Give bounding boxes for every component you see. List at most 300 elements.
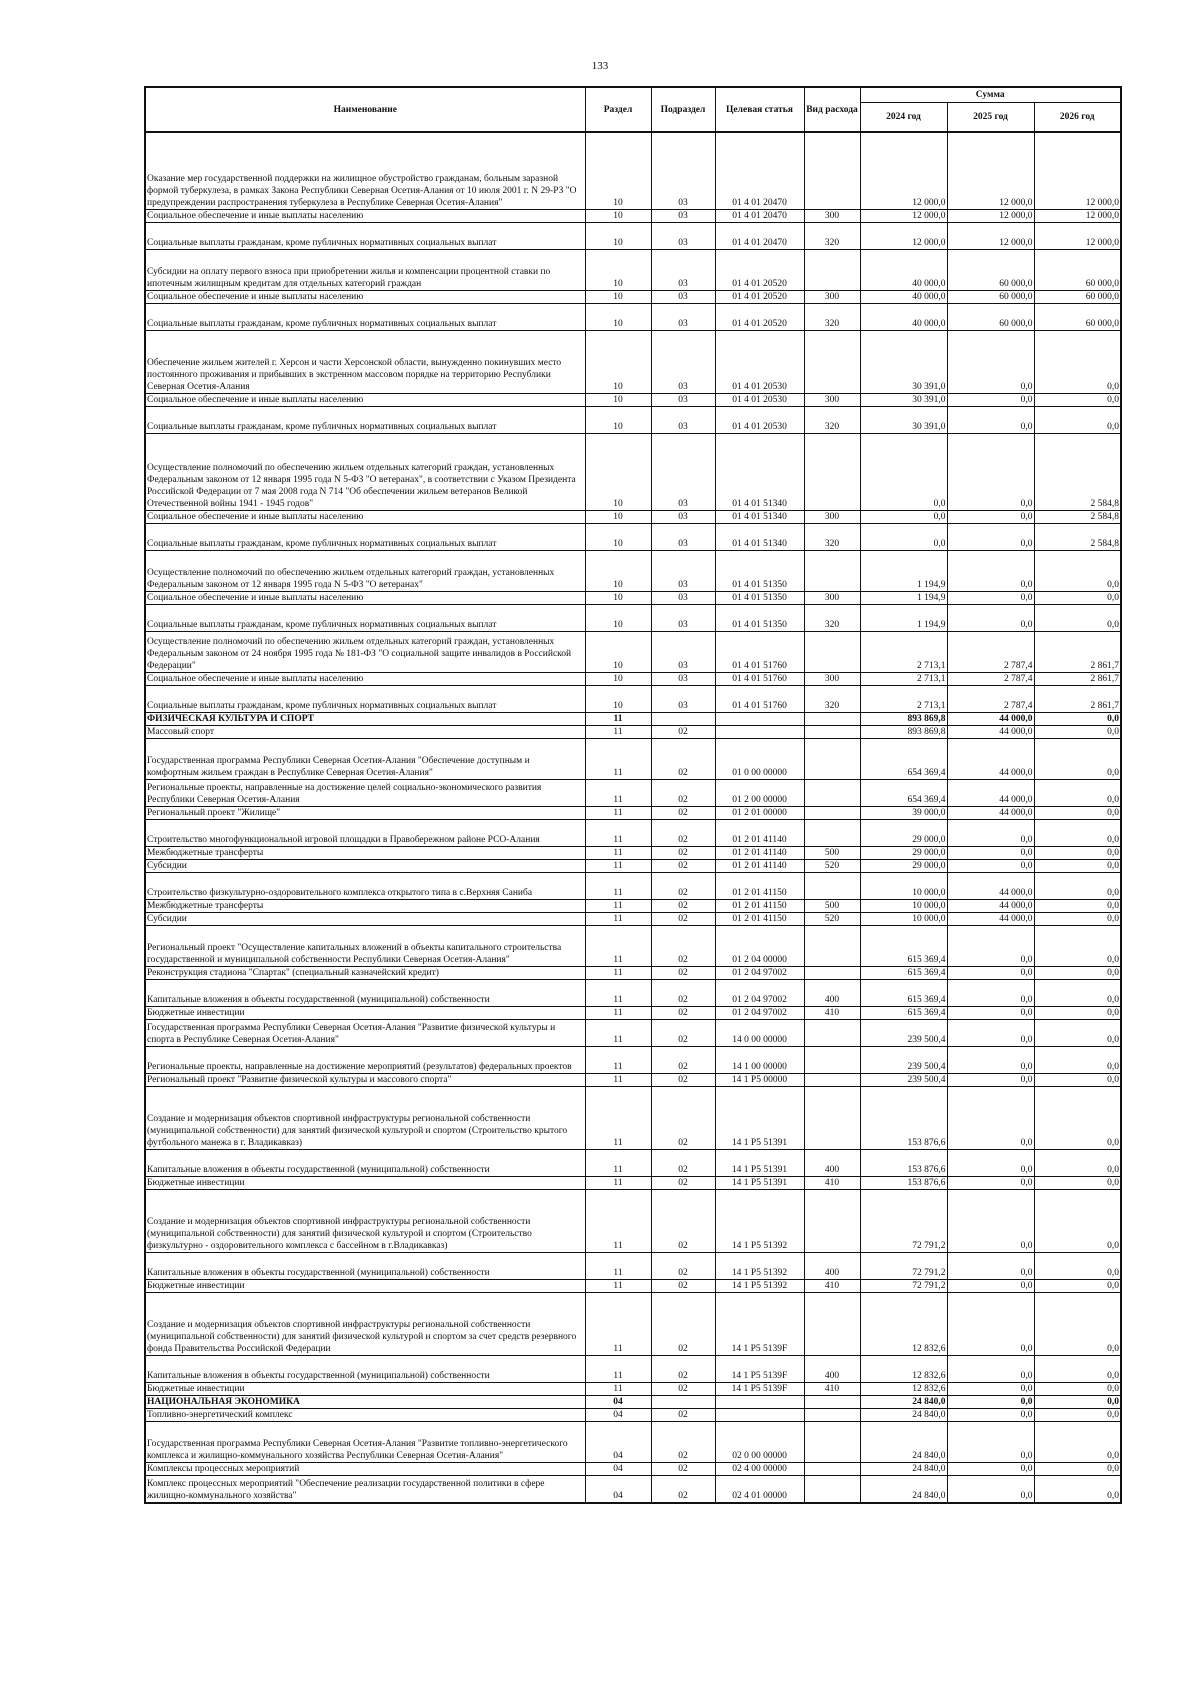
row-section: 11 [585,1007,651,1020]
table-row [145,524,1121,551]
row-name: Межбюджетные трансферты [145,900,585,913]
row-sum-2026: 0,0 [1034,1190,1121,1253]
row-subsection: 02 [651,873,715,900]
table-row [145,1253,1121,1280]
row-sum-2026: 0,0 [1034,1047,1121,1074]
row-subsection: 02 [651,1087,715,1150]
table-row [145,873,1121,900]
row-section: 11 [585,980,651,1007]
row-expense-type: 400 [804,1356,860,1383]
row-section: 11 [585,807,651,820]
row-sum-2026: 60 000,0 [1034,291,1121,304]
header-sum: Сумма [860,87,1121,103]
row-sum-2025: 44 000,0 [947,873,1034,900]
row-subsection: 03 [651,592,715,605]
row-section: 11 [585,1020,651,1047]
row-name: Социальные выплаты гражданам, кроме публичных нормативных социальных выплат [145,223,585,250]
row-section: 04 [585,1396,651,1409]
row-expense-type: 300 [804,394,860,407]
row-target: 14 1 P5 51391 [715,1087,804,1150]
row-sum-2026: 0,0 [1034,980,1121,1007]
table-row [145,1463,1121,1476]
row-target: 01 4 01 20520 [715,291,804,304]
row-target: 01 4 01 51350 [715,605,804,632]
row-section: 11 [585,1280,651,1293]
row-name: Региональные проекты, направленные на достижение целей социально-экономического развития Республики Северная Осетия-Алания [145,780,585,807]
row-subsection: 02 [651,900,715,913]
row-target: 14 1 P5 5139F [715,1383,804,1396]
row-sum-2024: 153 876,6 [860,1177,947,1190]
row-name: Социальное обеспечение и иные выплаты населению [145,673,585,686]
row-sum-2026: 2 584,8 [1034,524,1121,551]
header-2025: 2025 год [947,103,1034,133]
row-section: 04 [585,1409,651,1422]
row-sum-2025: 12 000,0 [947,223,1034,250]
row-expense-type [804,1396,860,1409]
row-subsection: 02 [651,1356,715,1383]
row-target: 01 2 04 97002 [715,967,804,980]
row-sum-2025: 0,0 [947,1007,1034,1020]
row-section: 10 [585,407,651,434]
row-sum-2026: 0,0 [1034,1007,1121,1020]
row-sum-2026: 0,0 [1034,873,1121,900]
row-sum-2025: 2 787,4 [947,673,1034,686]
table-row [145,250,1121,291]
row-sum-2025: 44 000,0 [947,913,1034,926]
row-expense-type [804,1422,860,1463]
table-row [145,434,1121,511]
row-sum-2026: 0,0 [1034,967,1121,980]
row-sum-2025: 0,0 [947,1253,1034,1280]
row-expense-type: 300 [804,592,860,605]
row-expense-type [804,1074,860,1087]
row-subsection: 02 [651,1007,715,1020]
row-expense-type [804,713,860,726]
row-section: 11 [585,926,651,967]
row-sum-2024: 2 713,1 [860,686,947,713]
row-sum-2024: 10 000,0 [860,873,947,900]
table-row [145,1007,1121,1020]
row-target: 14 0 00 00000 [715,1020,804,1047]
header-name: Наименование [145,87,585,132]
row-target: 14 1 P5 51392 [715,1190,804,1253]
row-name: Социальное обеспечение и иные выплаты населению [145,210,585,223]
row-target: 01 4 01 51340 [715,511,804,524]
row-name: Комплекс процессных мероприятий "Обеспечение реализации государственной политики в сфере жилищно-коммунального хозяйства" [145,1476,585,1504]
row-sum-2025: 0,0 [947,592,1034,605]
row-sum-2024: 2 713,1 [860,673,947,686]
row-subsection: 03 [651,511,715,524]
row-section: 11 [585,1253,651,1280]
row-section: 10 [585,250,651,291]
row-sum-2026: 0,0 [1034,394,1121,407]
table-row [145,926,1121,967]
row-expense-type [804,132,860,210]
row-name: Осуществление полномочий по обеспечению жильем отдельных категорий граждан, установленных Федеральным законом от 24 ноября 1995 года № 181-ФЗ "О социальной защите инвалидов в Российской Федерации" [145,632,585,673]
table-row [145,407,1121,434]
row-expense-type [804,739,860,780]
row-sum-2024: 654 369,4 [860,780,947,807]
row-sum-2026: 0,0 [1034,551,1121,592]
row-sum-2025: 0,0 [947,1422,1034,1463]
row-subsection: 02 [651,1177,715,1190]
row-name: Государственная программа Республики Северная Осетия-Алания "Развитие топливно-энергетического комплекса и жилищно-коммунального хозяйства Республики Северная Осетия-Алания" [145,1422,585,1463]
row-sum-2024: 12 832,6 [860,1293,947,1356]
row-sum-2026: 0,0 [1034,407,1121,434]
row-section: 11 [585,1190,651,1253]
row-name: Социальное обеспечение и иные выплаты населению [145,291,585,304]
row-expense-type [804,1476,860,1504]
table-row [145,551,1121,592]
row-section: 10 [585,673,651,686]
row-sum-2024: 2 713,1 [860,632,947,673]
row-expense-type [804,1087,860,1150]
row-target: 01 2 04 97002 [715,1007,804,1020]
row-subsection: 02 [651,1150,715,1177]
row-target: 01 4 01 20530 [715,407,804,434]
row-sum-2025: 0,0 [947,1280,1034,1293]
table-row [145,673,1121,686]
row-section: 11 [585,1074,651,1087]
row-sum-2024: 30 391,0 [860,407,947,434]
row-name: Бюджетные инвестиции [145,1383,585,1396]
table-row [145,726,1121,739]
row-section: 11 [585,1383,651,1396]
row-expense-type [804,250,860,291]
row-expense-type: 400 [804,1150,860,1177]
row-subsection [651,1396,715,1409]
table-row [145,739,1121,780]
row-section: 11 [585,900,651,913]
row-name: Социальные выплаты гражданам, кроме публичных нормативных социальных выплат [145,304,585,331]
table-row [145,1409,1121,1422]
table-row [145,331,1121,394]
row-sum-2025: 0,0 [947,551,1034,592]
row-subsection: 02 [651,1074,715,1087]
row-expense-type: 320 [804,223,860,250]
row-sum-2025: 0,0 [947,1356,1034,1383]
table-row [145,1356,1121,1383]
row-sum-2026: 0,0 [1034,1020,1121,1047]
row-sum-2026: 0,0 [1034,1396,1121,1409]
row-sum-2024: 239 500,4 [860,1074,947,1087]
row-expense-type: 300 [804,210,860,223]
row-target [715,1409,804,1422]
row-expense-type [804,967,860,980]
row-name: Региональный проект "Осуществление капитальных вложений в объекты капитального строительства государственной и муниципальной собственности Республики Северная Осетия-Алания" [145,926,585,967]
row-subsection: 02 [651,739,715,780]
row-subsection: 03 [651,632,715,673]
table-row [145,291,1121,304]
row-sum-2024: 72 791,2 [860,1190,947,1253]
row-target: 01 2 01 41150 [715,913,804,926]
row-expense-type: 410 [804,1280,860,1293]
row-section: 10 [585,632,651,673]
row-name: Топливно-энергетический комплекс [145,1409,585,1422]
row-sum-2024: 29 000,0 [860,847,947,860]
row-sum-2024: 24 840,0 [860,1409,947,1422]
row-subsection: 02 [651,1280,715,1293]
row-name: Региональный проект "Жилище" [145,807,585,820]
row-subsection: 02 [651,1047,715,1074]
row-sum-2025: 0,0 [947,1177,1034,1190]
row-sum-2025: 44 000,0 [947,739,1034,780]
table-row [145,223,1121,250]
row-sum-2024: 12 000,0 [860,132,947,210]
table-row [145,632,1121,673]
row-subsection: 03 [651,250,715,291]
budget-table [144,86,1122,1504]
row-section: 10 [585,304,651,331]
row-sum-2025: 2 787,4 [947,632,1034,673]
row-sum-2026: 0,0 [1034,780,1121,807]
table-row [145,1177,1121,1190]
row-sum-2025: 12 000,0 [947,210,1034,223]
table-row [145,210,1121,223]
row-section: 10 [585,291,651,304]
row-section: 10 [585,223,651,250]
row-target: 01 4 01 51760 [715,632,804,673]
table-header [145,87,1121,132]
table-row [145,1383,1121,1396]
row-expense-type: 300 [804,673,860,686]
row-sum-2024: 29 000,0 [860,820,947,847]
row-subsection: 02 [651,1293,715,1356]
row-name: Социальные выплаты гражданам, кроме публичных нормативных социальных выплат [145,605,585,632]
row-target: 01 4 01 51760 [715,686,804,713]
row-sum-2026: 0,0 [1034,860,1121,873]
row-sum-2025: 44 000,0 [947,726,1034,739]
table-row [145,980,1121,1007]
row-sum-2025: 0,0 [947,1383,1034,1396]
row-sum-2024: 12 000,0 [860,210,947,223]
row-sum-2025: 12 000,0 [947,132,1034,210]
row-sum-2024: 30 391,0 [860,331,947,394]
row-section: 11 [585,1087,651,1150]
row-sum-2026: 12 000,0 [1034,210,1121,223]
row-sum-2026: 0,0 [1034,1177,1121,1190]
row-target: 14 1 P5 51392 [715,1253,804,1280]
row-name: Социальное обеспечение и иные выплаты населению [145,394,585,407]
row-section: 10 [585,210,651,223]
table-row [145,1074,1121,1087]
row-target: 01 2 01 41140 [715,847,804,860]
row-sum-2024: 12 832,6 [860,1356,947,1383]
row-sum-2024: 10 000,0 [860,900,947,913]
row-name: Социальное обеспечение и иные выплаты населению [145,511,585,524]
table-row [145,713,1121,726]
row-sum-2024: 0,0 [860,434,947,511]
row-sum-2026: 60 000,0 [1034,304,1121,331]
row-target: 01 2 01 41140 [715,860,804,873]
row-sum-2024: 40 000,0 [860,304,947,331]
row-expense-type: 500 [804,900,860,913]
row-sum-2024: 615 369,4 [860,926,947,967]
row-sum-2025: 0,0 [947,1150,1034,1177]
row-sum-2025: 0,0 [947,1047,1034,1074]
row-sum-2025: 44 000,0 [947,900,1034,913]
row-name: Создание и модернизация объектов спортивной инфраструктуры региональной собственности (муниципальной собственности) для занятий физической культурой и спортом за счет средств резервного фонда Правительства Российской Федерации [145,1293,585,1356]
row-target: 01 2 01 00000 [715,807,804,820]
row-sum-2025: 0,0 [947,407,1034,434]
row-name: Создание и модернизация объектов спортивной инфраструктуры региональной собственности (муниципальной собственности) для занятий физической культурой и спортом (Строительство крытого футбольного манежа в г. Владикавказ) [145,1087,585,1150]
row-sum-2024: 239 500,4 [860,1047,947,1074]
table-row [145,900,1121,913]
row-subsection: 02 [651,780,715,807]
row-expense-type [804,926,860,967]
row-target: 01 4 01 20530 [715,331,804,394]
row-name: Субсидии [145,913,585,926]
row-sum-2024: 0,0 [860,524,947,551]
row-name: НАЦИОНАЛЬНАЯ ЭКОНОМИКА [145,1396,585,1409]
row-target: 14 1 P5 51391 [715,1177,804,1190]
row-section: 10 [585,394,651,407]
row-sum-2024: 615 369,4 [860,967,947,980]
row-name: Обеспечение жильем жителей г. Херсон и части Херсонской области, вынужденно покинувших место постоянного проживания и прибывших в экстренном массовом порядке на территорию Республики Северная Осетия-Алания [145,331,585,394]
row-sum-2026: 0,0 [1034,1074,1121,1087]
row-sum-2025: 0,0 [947,1409,1034,1422]
table-row [145,1280,1121,1293]
row-sum-2026: 0,0 [1034,1280,1121,1293]
row-subsection: 02 [651,1383,715,1396]
row-expense-type: 410 [804,1177,860,1190]
row-name: Государственная программа Республики Северная Осетия-Алания "Обеспечение доступным и комфортным жильем граждан в Республике Северная Осетия-Алания" [145,739,585,780]
row-sum-2026: 0,0 [1034,1383,1121,1396]
row-name: Осуществление полномочий по обеспечению жильем отдельных категорий граждан, установленных Федеральным законом от 12 января 1995 года N 5-ФЗ "О ветеранах", в соответствии с Указом Президента Российской Федерации от 7 мая 2008 года N 714 "Об обеспечении жильем ветеранов Великой Отечественной войны 1941 - 1945 годов" [145,434,585,511]
row-sum-2024: 24 840,0 [860,1463,947,1476]
row-subsection: 02 [651,860,715,873]
row-subsection: 02 [651,726,715,739]
row-sum-2026: 12 000,0 [1034,223,1121,250]
row-expense-type: 300 [804,511,860,524]
budget-table-container [144,86,1120,1504]
row-section: 11 [585,1293,651,1356]
row-sum-2025: 0,0 [947,926,1034,967]
row-sum-2024: 615 369,4 [860,1007,947,1020]
row-sum-2026: 0,0 [1034,913,1121,926]
row-target: 14 1 P5 51391 [715,1150,804,1177]
row-subsection: 02 [651,847,715,860]
row-sum-2026: 2 861,7 [1034,673,1121,686]
row-name: Социальные выплаты гражданам, кроме публичных нормативных социальных выплат [145,686,585,713]
row-name: Оказание мер государственной поддержки на жилищное обустройство гражданам, больным заразной формой туберкулеза, в рамках Закона Республики Северная Осетия-Алания от 10 июля 2001 г. N 29-РЗ "О предупреждении распространения туберкулеза в Республике Северная Осетия-Алания" [145,132,585,210]
row-sum-2026: 0,0 [1034,820,1121,847]
header-expense-type: Вид расхода [804,87,860,132]
row-subsection: 03 [651,524,715,551]
row-sum-2026: 0,0 [1034,1422,1121,1463]
row-subsection: 03 [651,210,715,223]
row-sum-2026: 2 584,8 [1034,434,1121,511]
row-name: Осуществление полномочий по обеспечению жильем отдельных категорий граждан, установленных Федеральным законом от 12 января 1995 года N 5-ФЗ "О ветеранах" [145,551,585,592]
row-target: 01 4 01 51350 [715,592,804,605]
row-sum-2024: 1 194,9 [860,605,947,632]
row-target: 01 4 01 51760 [715,673,804,686]
row-target: 14 1 00 00000 [715,1047,804,1074]
row-subsection: 02 [651,1190,715,1253]
row-name: Капитальные вложения в объекты государственной (муниципальной) собственности [145,980,585,1007]
row-expense-type: 400 [804,1253,860,1280]
row-sum-2025: 0,0 [947,1020,1034,1047]
row-sum-2024: 654 369,4 [860,739,947,780]
row-sum-2025: 0,0 [947,1293,1034,1356]
row-sum-2025: 60 000,0 [947,250,1034,291]
row-expense-type: 520 [804,860,860,873]
row-sum-2025: 0,0 [947,967,1034,980]
row-target: 01 4 01 51340 [715,524,804,551]
row-subsection: 02 [651,1020,715,1047]
header-2024: 2024 год [860,103,947,133]
row-expense-type: 410 [804,1007,860,1020]
row-section: 11 [585,913,651,926]
table-row [145,1047,1121,1074]
row-section: 04 [585,1463,651,1476]
table-row [145,132,1121,210]
row-section: 10 [585,132,651,210]
table-row [145,1396,1121,1409]
row-sum-2026: 0,0 [1034,605,1121,632]
row-expense-type: 320 [804,524,860,551]
row-sum-2026: 0,0 [1034,1150,1121,1177]
row-target: 01 2 04 97002 [715,980,804,1007]
row-name: Массовый спорт [145,726,585,739]
row-section: 10 [585,551,651,592]
table-row [145,1293,1121,1356]
row-subsection: 03 [651,551,715,592]
row-subsection: 02 [651,980,715,1007]
row-subsection: 02 [651,1422,715,1463]
row-name: Создание и модернизация объектов спортивной инфраструктуры региональной собственности (муниципальной собственности) для занятий физической культурой и спортом (Строительство физкультурно - оздоровительного комплекса с бассейном в г.Владикавказ) [145,1190,585,1253]
row-sum-2026: 0,0 [1034,592,1121,605]
row-target: 01 4 01 20470 [715,132,804,210]
row-section: 11 [585,739,651,780]
row-expense-type: 520 [804,913,860,926]
row-subsection: 03 [651,291,715,304]
row-sum-2025: 0,0 [947,1087,1034,1150]
row-sum-2024: 1 194,9 [860,592,947,605]
row-sum-2026: 2 584,8 [1034,511,1121,524]
row-sum-2026: 0,0 [1034,1253,1121,1280]
row-sum-2026: 2 861,7 [1034,686,1121,713]
row-sum-2025: 0,0 [947,1396,1034,1409]
row-sum-2025: 60 000,0 [947,291,1034,304]
row-sum-2025: 44 000,0 [947,780,1034,807]
row-name: Межбюджетные трансферты [145,847,585,860]
row-expense-type: 500 [804,847,860,860]
row-subsection: 02 [651,1476,715,1504]
row-sum-2025: 0,0 [947,605,1034,632]
row-expense-type [804,1047,860,1074]
row-sum-2024: 893 869,8 [860,713,947,726]
row-subsection: 02 [651,913,715,926]
row-sum-2025: 0,0 [947,511,1034,524]
table-row [145,820,1121,847]
row-section: 10 [585,592,651,605]
row-sum-2024: 615 369,4 [860,980,947,1007]
row-section: 11 [585,713,651,726]
row-subsection: 02 [651,820,715,847]
row-sum-2024: 0,0 [860,511,947,524]
row-sum-2024: 29 000,0 [860,860,947,873]
row-section: 10 [585,524,651,551]
page-number: 133 [591,60,609,72]
row-target: 01 2 01 41150 [715,873,804,900]
row-sum-2026: 12 000,0 [1034,132,1121,210]
row-sum-2024: 24 840,0 [860,1396,947,1409]
row-sum-2026: 60 000,0 [1034,250,1121,291]
row-name: Реконструкция стадиона "Спартак" (специальный казначейский кредит) [145,967,585,980]
row-target: 01 4 01 20530 [715,394,804,407]
row-target [715,1396,804,1409]
